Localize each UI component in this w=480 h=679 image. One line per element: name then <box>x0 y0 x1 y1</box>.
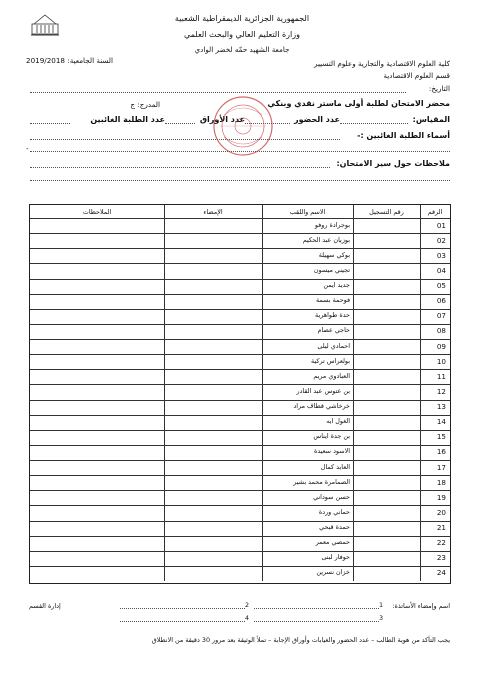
date-label: التاريخ: <box>428 84 450 93</box>
signature-cell[interactable] <box>165 566 261 581</box>
student-name: خزان نسرين <box>316 568 350 577</box>
remarks-cell[interactable] <box>30 430 163 445</box>
row-number: 19 <box>436 492 446 502</box>
table-row <box>30 233 450 248</box>
table-row <box>30 218 450 233</box>
table-row <box>30 279 450 294</box>
remarks-cell[interactable] <box>30 415 163 430</box>
student-name: بوكي سهيلة <box>318 250 350 259</box>
remarks-cell[interactable] <box>30 490 163 505</box>
republic-title: الجمهورية الجزائرية الديمقراطية الشعبية <box>174 14 310 23</box>
sheets-field[interactable] <box>165 123 195 124</box>
prof-slot-1-field[interactable] <box>254 608 379 609</box>
signature-cell[interactable] <box>165 536 261 551</box>
remarks-cell[interactable] <box>30 294 163 309</box>
remarks-cell[interactable] <box>30 505 163 520</box>
signature-cell[interactable] <box>165 279 261 294</box>
signature-cell[interactable] <box>165 490 261 505</box>
remarks-cell[interactable] <box>30 445 163 460</box>
signature-cell[interactable] <box>165 415 261 430</box>
date-field[interactable] <box>30 92 406 93</box>
row-number: 22 <box>436 538 446 548</box>
row-number: 14 <box>436 417 446 427</box>
student-name: العابد كمال <box>320 462 350 471</box>
header-remarks: الملاحظات <box>82 208 112 216</box>
remarks-cell[interactable] <box>30 263 163 278</box>
header-registration: رقم التسجيل <box>369 208 404 216</box>
faculty-name: كلية العلوم الاقتصادية والتجارية وعلوم التسيير <box>314 59 450 68</box>
row-number: 03 <box>436 250 446 260</box>
subject-label: المقياس: <box>412 115 450 124</box>
table-row <box>30 369 450 384</box>
row-number: 23 <box>436 553 446 563</box>
remarks-cell[interactable] <box>30 218 163 233</box>
row-number: 21 <box>436 523 446 533</box>
remarks-cell[interactable] <box>30 248 163 263</box>
remarks-cell[interactable] <box>30 521 163 536</box>
absentees-names-label: أسماء الطلبة الغائبين :- <box>357 131 450 140</box>
table-row <box>30 309 450 324</box>
signature-cell[interactable] <box>165 400 261 415</box>
remarks-cell[interactable] <box>30 551 163 566</box>
student-name: جديد ايمن <box>323 281 350 290</box>
signature-cell[interactable] <box>165 475 261 490</box>
dash-marker: - <box>26 144 29 153</box>
student-name: حمصي معمر <box>315 538 350 547</box>
professors-label: اسم وإمضاء الأساتذة: <box>392 602 450 610</box>
student-name: حدة طواهرية <box>315 311 350 320</box>
table-row <box>30 521 450 536</box>
table-row <box>30 566 450 581</box>
row-number: 02 <box>436 235 446 245</box>
row-number: 12 <box>436 386 446 396</box>
notes-field-1[interactable] <box>30 167 330 168</box>
table-row <box>30 263 450 278</box>
table-row <box>30 248 450 263</box>
university-logo-icon <box>30 10 60 40</box>
signature-cell[interactable] <box>165 339 261 354</box>
student-name: العبادوي مريم <box>313 371 350 380</box>
student-name: حاجي عصام <box>317 326 350 335</box>
department-stamp-icon <box>212 95 274 157</box>
signature-cell[interactable] <box>165 309 261 324</box>
table-row <box>30 460 450 475</box>
attendance-label: عدد الحضور <box>294 115 340 124</box>
student-name: فوحمة بسمة <box>315 296 350 305</box>
signature-cell[interactable] <box>165 551 261 566</box>
remarks-cell[interactable] <box>30 566 163 581</box>
remarks-cell[interactable] <box>30 400 163 415</box>
row-number: 11 <box>436 371 446 381</box>
student-name: حمدة قبحي <box>319 523 350 532</box>
remarks-cell[interactable] <box>30 354 163 369</box>
student-name: بولعراس تركية <box>311 356 350 365</box>
header-number: الرقم <box>427 208 443 216</box>
prof-slot-4-field[interactable] <box>120 621 245 622</box>
student-name: بن جدة ايناس <box>313 432 350 441</box>
student-name: حوفار لبنى <box>321 553 350 562</box>
absentees-names-field-1[interactable] <box>30 139 340 140</box>
row-number: 15 <box>436 432 446 442</box>
remarks-cell[interactable] <box>30 309 163 324</box>
academic-year: السنة الجامعية: 2019/2018 <box>26 56 113 65</box>
table-row <box>30 505 450 520</box>
table-row <box>30 475 450 490</box>
table-row <box>30 490 450 505</box>
header-name: الاسم واللقب <box>289 208 326 216</box>
table-row <box>30 445 450 460</box>
row-number: 08 <box>436 326 446 336</box>
signature-cell[interactable] <box>165 369 261 384</box>
department-name: قسم العلوم الاقتصادية <box>383 71 450 80</box>
table-row <box>30 294 450 309</box>
table-row <box>30 339 450 354</box>
table-row <box>30 400 450 415</box>
remarks-cell[interactable] <box>30 233 163 248</box>
row-number: 17 <box>436 462 446 472</box>
student-name: احمادي ليلى <box>317 341 350 350</box>
row-number: 24 <box>436 568 446 578</box>
table-row <box>30 415 450 430</box>
student-name: حماني وردة <box>318 507 350 516</box>
table-row <box>30 384 450 399</box>
row-number: 20 <box>436 507 446 517</box>
prof-slot-3-number: 3 <box>379 614 384 622</box>
signature-cell[interactable] <box>165 218 261 233</box>
header-signature: الإمضاء <box>203 208 223 216</box>
student-name: الغول ايه <box>326 417 350 426</box>
row-number: 05 <box>436 281 446 291</box>
absentees-count-field[interactable] <box>30 123 70 124</box>
student-name: حسن سوداني <box>313 492 350 501</box>
subject-field[interactable] <box>340 123 408 124</box>
signature-cell[interactable] <box>165 384 261 399</box>
remarks-cell[interactable] <box>30 384 163 399</box>
table-row <box>30 324 450 339</box>
student-name: خرخاشي قطاف مراد <box>293 402 350 411</box>
signature-cell[interactable] <box>165 324 261 339</box>
signature-cell[interactable] <box>165 460 261 475</box>
instructions-note: يجب التأكد من هوية الطالب – عدد الحضور والغيابات وأوراق الإجابة – تملأ الوثيقة بعد مرور 30 دقيقة من الانطلاق <box>151 636 450 644</box>
amphi-label: المدرج: ج <box>130 100 160 109</box>
notes-label: ملاحظات حول سير الامتحان: <box>336 159 450 168</box>
row-number: 18 <box>436 477 446 487</box>
remarks-cell[interactable] <box>30 460 163 475</box>
student-name: الصمامرة محمد بشير <box>293 477 350 486</box>
prof-slot-2-number: 2 <box>245 601 250 609</box>
signature-cell[interactable] <box>165 505 261 520</box>
signature-cell[interactable] <box>165 263 261 278</box>
notes-field-2[interactable] <box>30 180 450 181</box>
university-title: جامعة الشهيد حمّه لخضر الوادي <box>194 45 290 54</box>
signature-cell[interactable] <box>165 294 261 309</box>
table-row <box>30 354 450 369</box>
student-name: بوزيان عبد الحكيم <box>302 235 350 244</box>
row-number: 16 <box>436 447 446 457</box>
row-number: 09 <box>436 341 446 351</box>
signature-cell[interactable] <box>165 248 261 263</box>
remarks-cell[interactable] <box>30 279 163 294</box>
signature-cell[interactable] <box>165 521 261 536</box>
attendance-table <box>29 204 451 584</box>
table-row <box>30 551 450 566</box>
ministry-title: وزارة التعليم العالي والبحث العلمي <box>184 30 300 39</box>
exam-title: محضر الامتحان لطلبة أولى ماستر نقدي وبنكي <box>267 99 450 108</box>
signature-cell[interactable] <box>165 354 261 369</box>
student-name: بوجرادة روفو <box>314 220 350 229</box>
table-row <box>30 536 450 551</box>
row-number: 07 <box>436 311 446 321</box>
student-name: تجيني ميسون <box>313 265 350 274</box>
signature-cell[interactable] <box>165 445 261 460</box>
remarks-cell[interactable] <box>30 369 163 384</box>
signature-cell[interactable] <box>165 430 261 445</box>
row-number: 10 <box>436 356 446 366</box>
sheets-label: عدد الأوراق <box>199 115 245 124</box>
prof-slot-2-field[interactable] <box>120 608 245 609</box>
row-number: 04 <box>436 265 446 275</box>
remarks-cell[interactable] <box>30 536 163 551</box>
row-number: 06 <box>436 296 446 306</box>
row-number: 13 <box>436 402 446 412</box>
absentees-count-label: عدد الطلبة الغائبين <box>90 115 165 124</box>
remarks-cell[interactable] <box>30 324 163 339</box>
row-number: 01 <box>436 220 446 230</box>
signature-cell[interactable] <box>165 233 261 248</box>
remarks-cell[interactable] <box>30 475 163 490</box>
prof-slot-1-number: 1 <box>379 601 384 609</box>
prof-slot-4-number: 4 <box>245 614 250 622</box>
admin-label: إدارة القسم <box>29 602 61 610</box>
prof-slot-3-field[interactable] <box>254 621 379 622</box>
student-name: الاسود سعيدة <box>313 447 350 456</box>
student-name: بن عتوس عبد القادر <box>296 386 350 395</box>
table-row <box>30 430 450 445</box>
remarks-cell[interactable] <box>30 339 163 354</box>
